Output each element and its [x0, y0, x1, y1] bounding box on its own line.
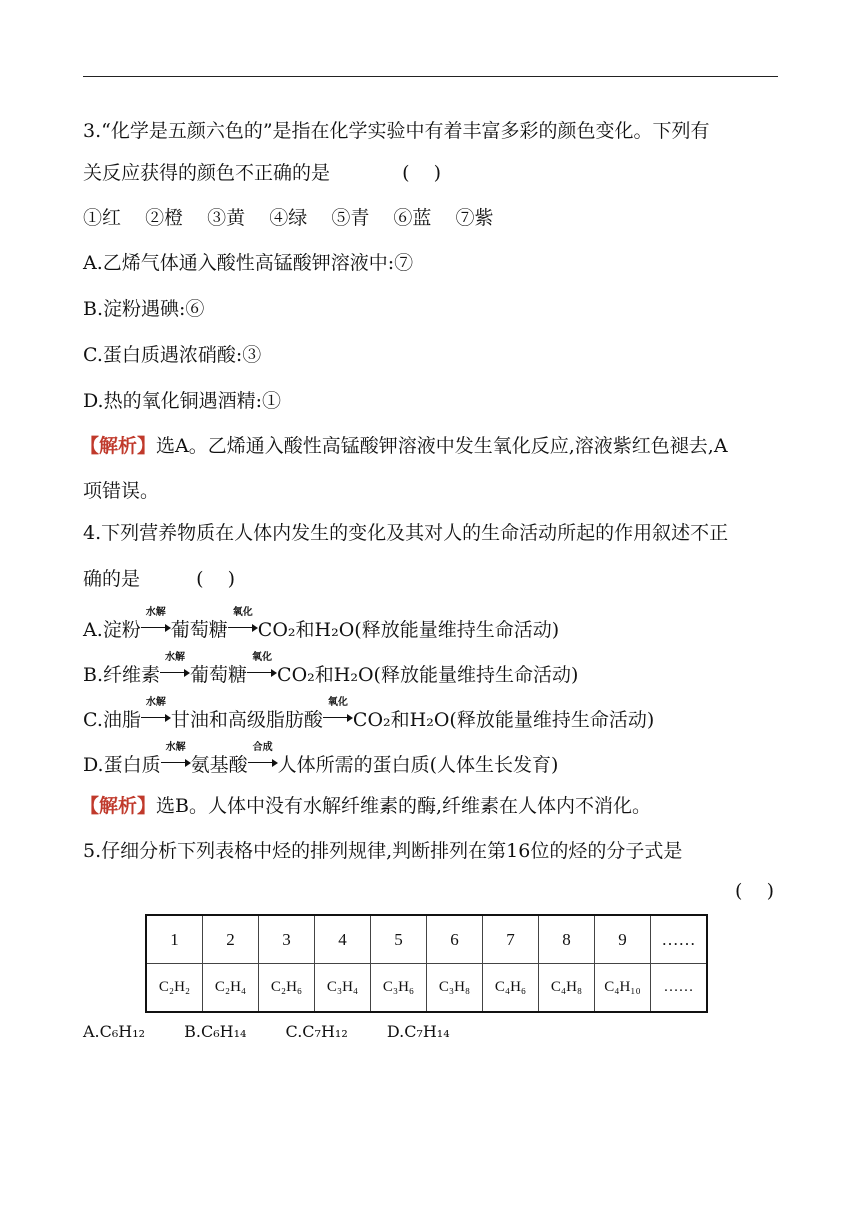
q4-option-b: [83, 652, 579, 687]
table-cell: 7: [483, 915, 539, 964]
arrow-label: 水解: [145, 607, 166, 618]
q4-b-intermediate: 葡萄糖: [190, 664, 248, 686]
arrow-label: 合成: [252, 742, 273, 753]
reaction-arrow-icon: [141, 697, 171, 726]
table-cell: C₄H₁₀: [595, 964, 651, 1013]
q4-option-d: [83, 742, 559, 777]
q3-answer-paren: ( ): [402, 162, 442, 184]
q4-d-product: 人体所需的蛋白质(人体生长发育): [277, 754, 559, 776]
table-cell: C₄H₈: [539, 964, 595, 1013]
table-cell: 3: [259, 915, 315, 964]
q5-options: [83, 1022, 484, 1041]
q3-option-d: D.热的氧化铜遇酒精:①: [83, 390, 281, 412]
q4-stem-line2: [83, 564, 235, 591]
q4-b-reactant: B.纤维素: [83, 664, 161, 686]
header-rule: [83, 76, 778, 77]
q4-stem-line1: 4.下列营养物质在人体内发生的变化及其对人的生命活动所起的作用叙述不正: [83, 522, 729, 544]
q4-c-reactant: C.油脂: [83, 709, 141, 731]
q3-stem-line2: [83, 158, 441, 185]
q4-a-product: CO₂和H₂O(释放能量维持生命活动): [257, 619, 560, 641]
q3-color-list: ①红 ②橙 ③黄 ④绿 ⑤青 ⑥蓝 ⑦紫: [83, 207, 494, 229]
table-row-numbers: [146, 915, 707, 964]
q4-analysis: [80, 791, 651, 818]
table-cell: C₂H₂: [146, 964, 203, 1013]
q4-a-intermediate: 葡萄糖: [170, 619, 228, 641]
table-cell: C₄H₆: [483, 964, 539, 1013]
arrow-label: 水解: [145, 697, 166, 708]
q3-stem-line1: 3.“化学是五颜六色的”是指在化学实验中有着丰富多彩的颜色变化。下列有: [83, 120, 710, 142]
table-cell: 8: [539, 915, 595, 964]
arrow-label: 氧化: [232, 607, 253, 618]
q4-d-intermediate: 氨基酸: [190, 754, 248, 776]
table-cell: C₃H₆: [371, 964, 427, 1013]
q4-c-product: CO₂和H₂O(释放能量维持生命活动): [352, 709, 655, 731]
arrow-label: 氧化: [327, 697, 348, 708]
q5-option-c: C.C₇H₁₂: [285, 1022, 348, 1041]
q5-stem: 5.仔细分析下列表格中烃的排列规律,判断排列在第16位的烃的分子式是: [83, 840, 683, 862]
table-cell: C₃H₄: [315, 964, 371, 1013]
arrow-label: 水解: [165, 742, 186, 753]
table-cell: 4: [315, 915, 371, 964]
q5-option-a: A.C₆H₁₂: [83, 1022, 146, 1041]
table-cell: ……: [651, 964, 708, 1013]
q4-option-a: [83, 607, 560, 642]
reaction-arrow-icon: [248, 742, 278, 771]
table-cell: 1: [146, 915, 203, 964]
q4-c-intermediate: 甘油和高级脂肪酸: [170, 709, 323, 731]
reaction-arrow-icon: [323, 697, 353, 726]
q3-option-a: A.乙烯气体通入酸性高锰酸钾溶液中:⑦: [83, 252, 414, 274]
table-cell: ……: [651, 915, 708, 964]
q5-answer-paren: ( ): [735, 880, 774, 902]
arrow-label: 氧化: [252, 652, 273, 663]
reaction-arrow-icon: [141, 607, 171, 636]
reaction-arrow-icon: [160, 652, 190, 681]
q3-analysis-line2: 项错误。: [83, 480, 160, 502]
q5-option-b: B.C₆H₁₄: [184, 1022, 247, 1041]
reaction-arrow-icon: [161, 742, 191, 771]
q3-analysis-line1: [80, 431, 728, 458]
table-cell: 2: [203, 915, 259, 964]
q4-answer-paren: ( ): [196, 568, 236, 590]
analysis-tag: 【解析】: [80, 795, 157, 817]
reaction-arrow-icon: [228, 607, 258, 636]
q5-option-d: D.C₇H₁₄: [386, 1022, 450, 1041]
q4-option-c: [83, 697, 655, 732]
q4-a-reactant: A.淀粉: [83, 619, 141, 641]
analysis-tag: 【解析】: [80, 435, 157, 457]
q3-option-c: C.蛋白质遇浓硝酸:③: [83, 344, 262, 366]
reaction-arrow-icon: [247, 652, 277, 681]
table-cell: C₂H₆: [259, 964, 315, 1013]
q4-d-reactant: D.蛋白质: [83, 754, 161, 776]
table-cell: 6: [427, 915, 483, 964]
q3-analysis-text: 选A。乙烯通入酸性高锰酸钾溶液中发生氧化反应,溶液紫红色褪去,A: [156, 435, 728, 457]
table-cell: 9: [595, 915, 651, 964]
table-row-formulas: [146, 964, 707, 1013]
q4-stem-text: 确的是: [83, 568, 141, 590]
q3-stem-text: 关反应获得的颜色不正确的是: [83, 162, 331, 184]
q4-analysis-text: 选B。人体中没有水解纤维素的酶,纤维素在人体内不消化。: [156, 795, 652, 817]
table-cell: C₂H₄: [203, 964, 259, 1013]
table-cell: C₃H₈: [427, 964, 483, 1013]
table-cell: 5: [371, 915, 427, 964]
q3-option-b: B.淀粉遇碘:⑥: [83, 298, 205, 320]
hydrocarbon-table: [145, 914, 708, 1013]
q4-b-product: CO₂和H₂O(释放能量维持生命活动): [277, 664, 579, 686]
arrow-label: 水解: [165, 652, 186, 663]
